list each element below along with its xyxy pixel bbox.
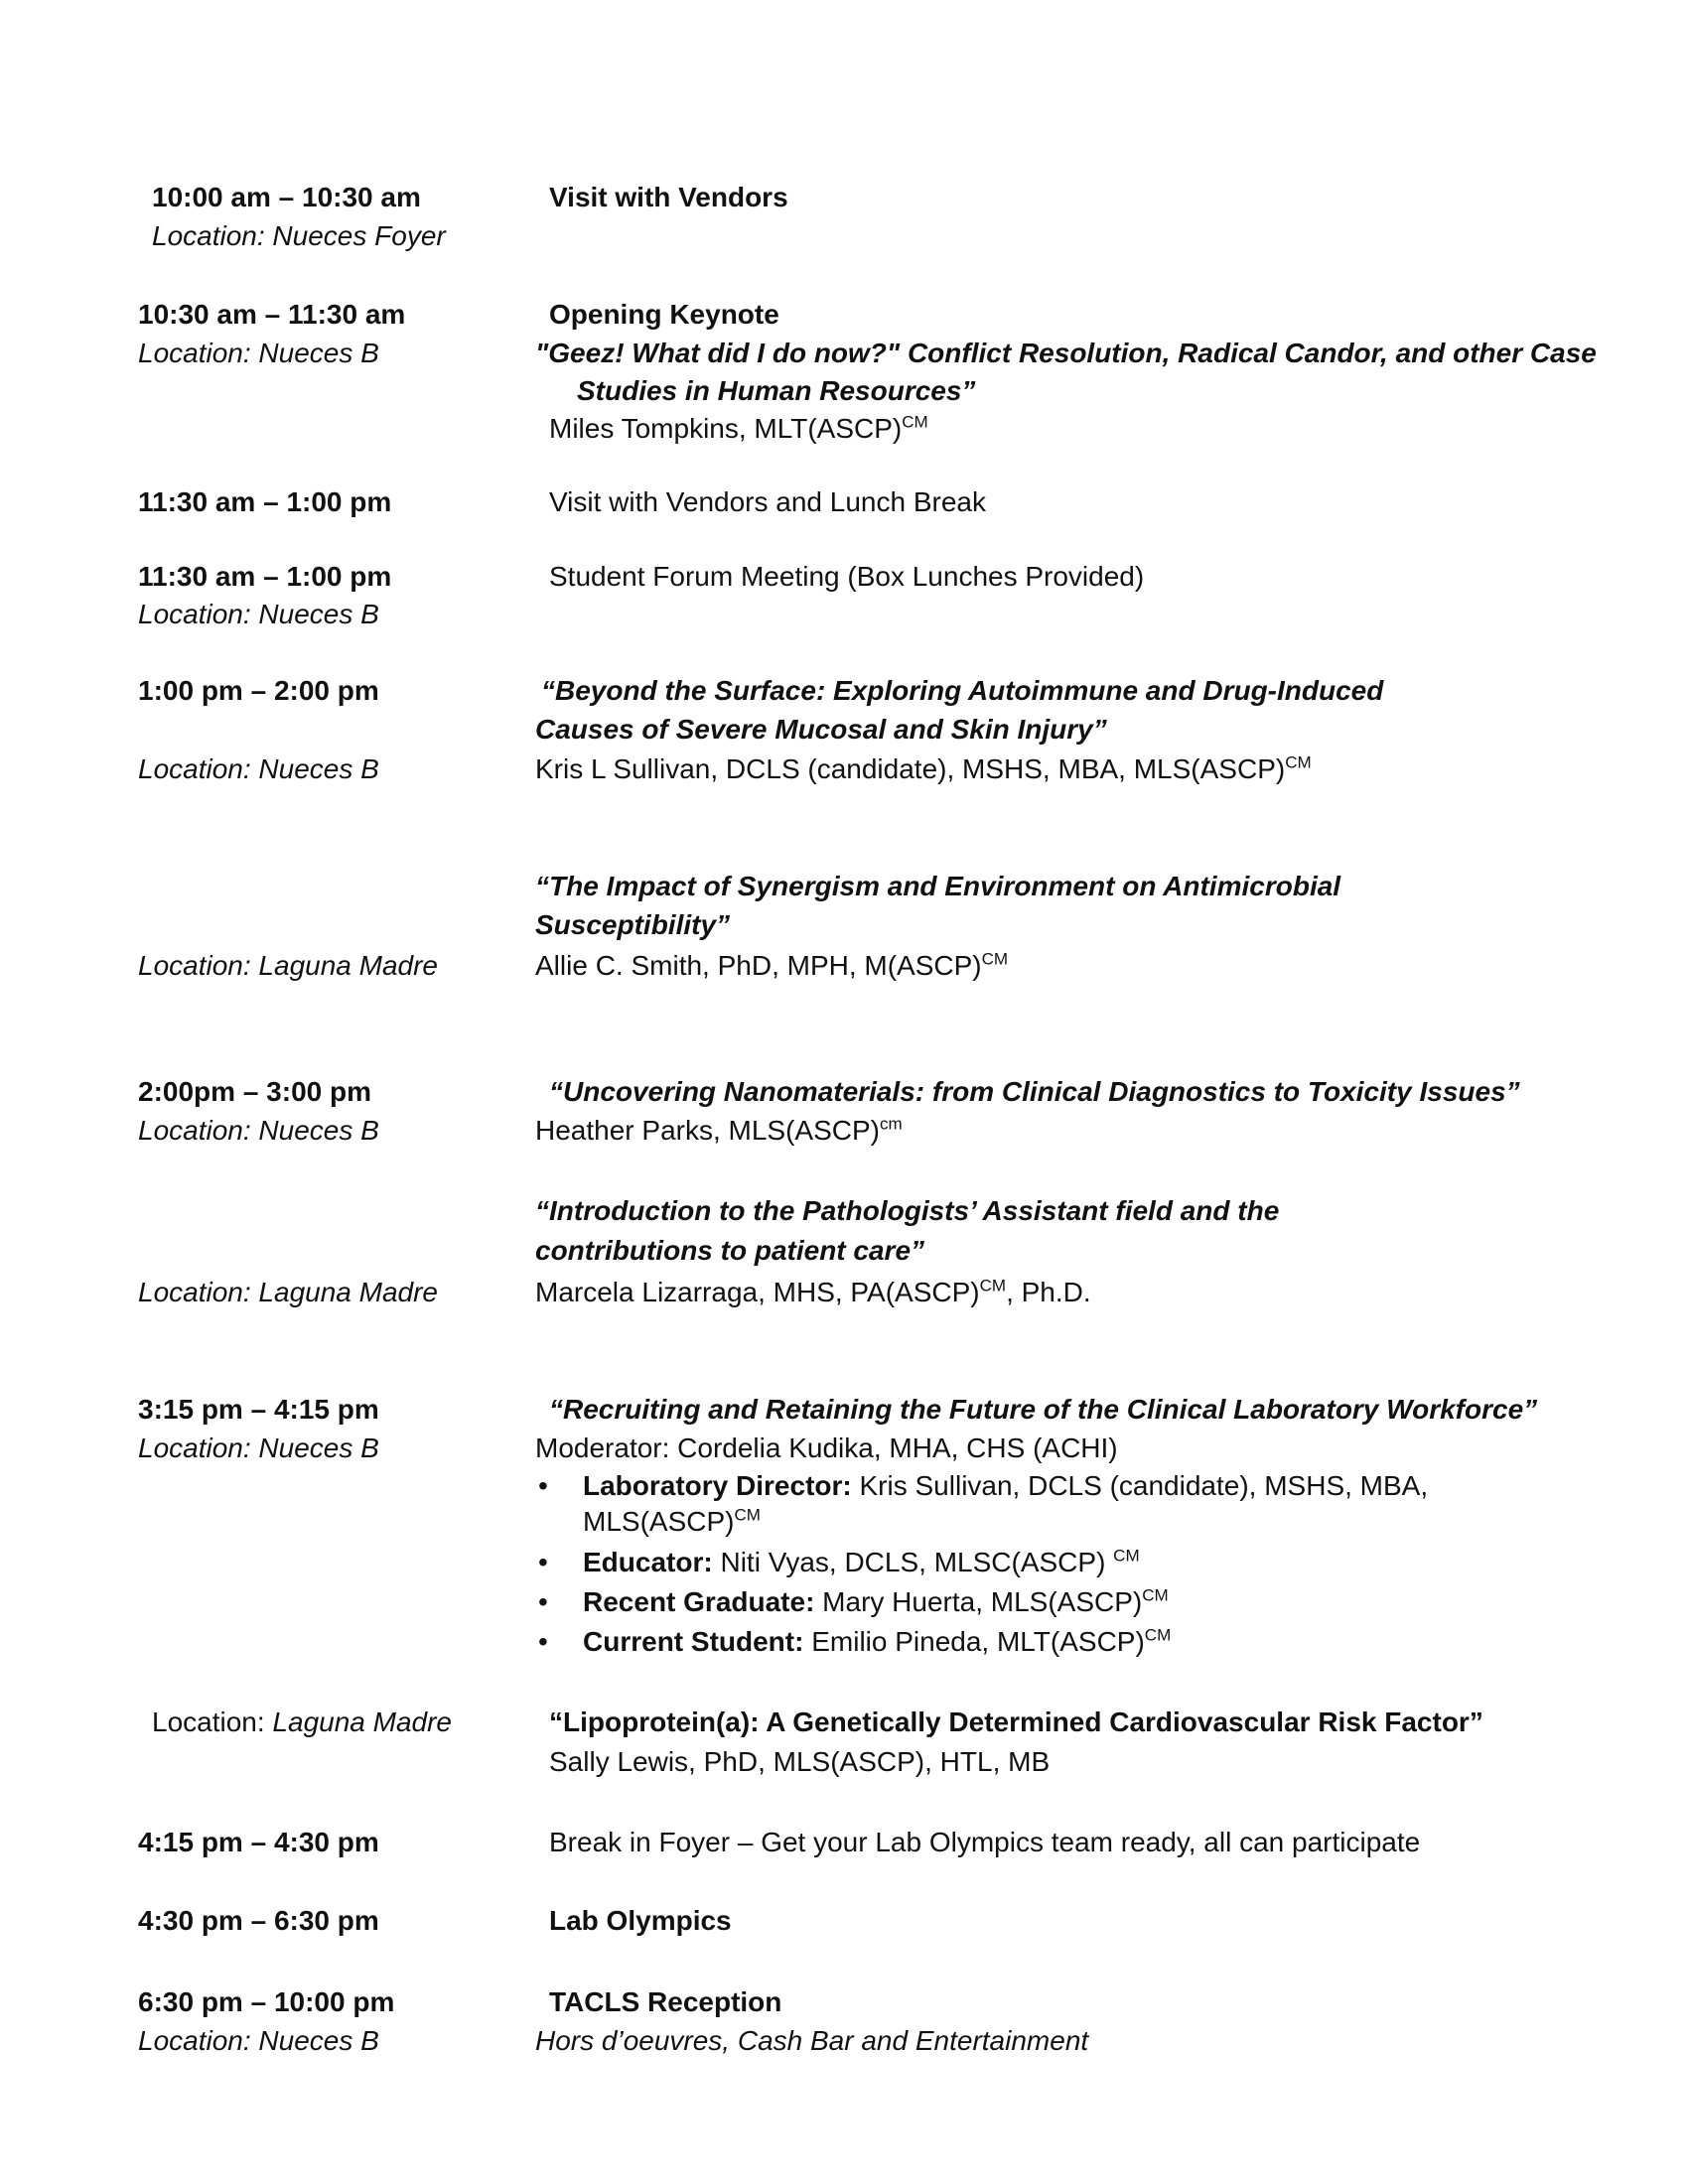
- session-title: Break in Foyer – Get your Lab Olympics team ready, all can participate: [549, 1827, 1421, 1857]
- panelist: Educator: Niti Vyas, DCLS, MLSC(ASCP) $^{CM}$: [583, 1546, 1140, 1577]
- session-title: contributions to patient care”: [535, 1235, 925, 1266]
- session-location: Location: Laguna Madre: [152, 1706, 452, 1737]
- session-time: 10:30 am – 11:30 am: [138, 299, 406, 330]
- session-title: Susceptibility”: [535, 909, 731, 940]
- session-title: “Beyond the Surface: Exploring Autoimmune and Drug-Induced: [541, 675, 1384, 706]
- session-location: Location: Nueces B: [138, 1433, 379, 1463]
- session-speaker: Kris L Sullivan, DCLS (candidate), MSHS, MBA, MLS(ASCP)$^{CM}$: [535, 752, 1312, 784]
- session-location: Location: Nueces B: [138, 2025, 379, 2056]
- session-time: 3:15 pm – 4:15 pm: [138, 1394, 379, 1425]
- session-subtitle: Hors d’oeuvres, Cash Bar and Entertainment: [535, 2025, 1089, 2056]
- session-location: Location: Laguna Madre: [138, 1277, 438, 1307]
- session-speaker: Marcela Lizarraga, MHS, PA(ASCP)$^{CM}$, Ph.D.: [535, 1276, 1091, 1307]
- session-speaker: Miles Tompkins, MLT(ASCP)$^{CM}$: [549, 412, 928, 444]
- session-title: Student Forum Meeting (Box Lunches Provided): [549, 561, 1145, 592]
- session-title: Visit with Vendors: [549, 182, 788, 212]
- session-time: 10:00 am – 10:30 am: [152, 182, 421, 212]
- panelist: Recent Graduate: Mary Huerta, MLS(ASCP)$^{CM}$: [583, 1585, 1169, 1617]
- session-subtitle: Studies in Human Resources”: [577, 375, 976, 406]
- session-location: Location: Nueces B: [138, 753, 379, 784]
- session-time: 1:00 pm – 2:00 pm: [138, 675, 379, 706]
- bullet-dot: •: [538, 1547, 548, 1577]
- session-title: “Recruiting and Retaining the Future of the Clinical Laboratory Workforce”: [549, 1394, 1538, 1425]
- session-title: Lab Olympics: [549, 1905, 732, 1936]
- panelist: Laboratory Director: Kris Sullivan, DCLS (candidate), MSHS, MBA,: [583, 1470, 1429, 1501]
- session-location: Location: Nueces B: [138, 1115, 379, 1146]
- session-title: “Lipoprotein(a): A Genetically Determined Cardiovascular Risk Factor”: [549, 1706, 1483, 1737]
- session-location: Location: Nueces B: [138, 599, 379, 629]
- session-location: Location: Laguna Madre: [138, 950, 438, 981]
- session-time: 4:15 pm – 4:30 pm: [138, 1827, 379, 1857]
- session-speaker: Sally Lewis, PhD, MLS(ASCP), HTL, MB: [549, 1746, 1051, 1777]
- session-speaker: Allie C. Smith, PhD, MPH, M(ASCP)$^{CM}$: [535, 949, 1009, 981]
- session-location: Location: Nueces Foyer: [152, 220, 446, 251]
- session-time: 6:30 pm – 10:00 pm: [138, 1986, 395, 2017]
- session-time: 11:30 am – 1:00 pm: [138, 486, 392, 517]
- session-title: Visit with Vendors and Lunch Break: [549, 486, 986, 517]
- session-speaker: Heather Parks, MLS(ASCP)$^{cm}$: [535, 1114, 903, 1146]
- session-title: Opening Keynote: [549, 299, 779, 330]
- session-title: “Introduction to the Pathologists’ Assistant field and the: [535, 1195, 1280, 1226]
- session-time: 11:30 am – 1:00 pm: [138, 561, 392, 592]
- session-title: Causes of Severe Mucosal and Skin Injury”: [535, 714, 1107, 745]
- session-subtitle: "Geez! What did I do now?" Conflict Resolution, Radical Candor, and other Case: [535, 338, 1597, 368]
- session-moderator: Moderator: Cordelia Kudika, MHA, CHS (ACHI): [535, 1433, 1118, 1463]
- bullet-dot: •: [538, 1586, 548, 1617]
- bullet-dot: •: [538, 1626, 548, 1657]
- panelist-cont: MLS(ASCP)$^{CM}$: [583, 1505, 761, 1537]
- session-title: “Uncovering Nanomaterials: from Clinical Diagnostics to Toxicity Issues”: [549, 1076, 1520, 1107]
- session-time: 2:00pm – 3:00 pm: [138, 1076, 371, 1107]
- session-title: TACLS Reception: [549, 1986, 782, 2017]
- bullet-dot: •: [538, 1470, 548, 1501]
- session-location: Location: Nueces B: [138, 338, 379, 368]
- panelist: Current Student: Emilio Pineda, MLT(ASCP)$^{CM}$: [583, 1625, 1172, 1657]
- session-title: “The Impact of Synergism and Environment on Antimicrobial: [535, 871, 1341, 901]
- session-time: 4:30 pm – 6:30 pm: [138, 1905, 379, 1936]
